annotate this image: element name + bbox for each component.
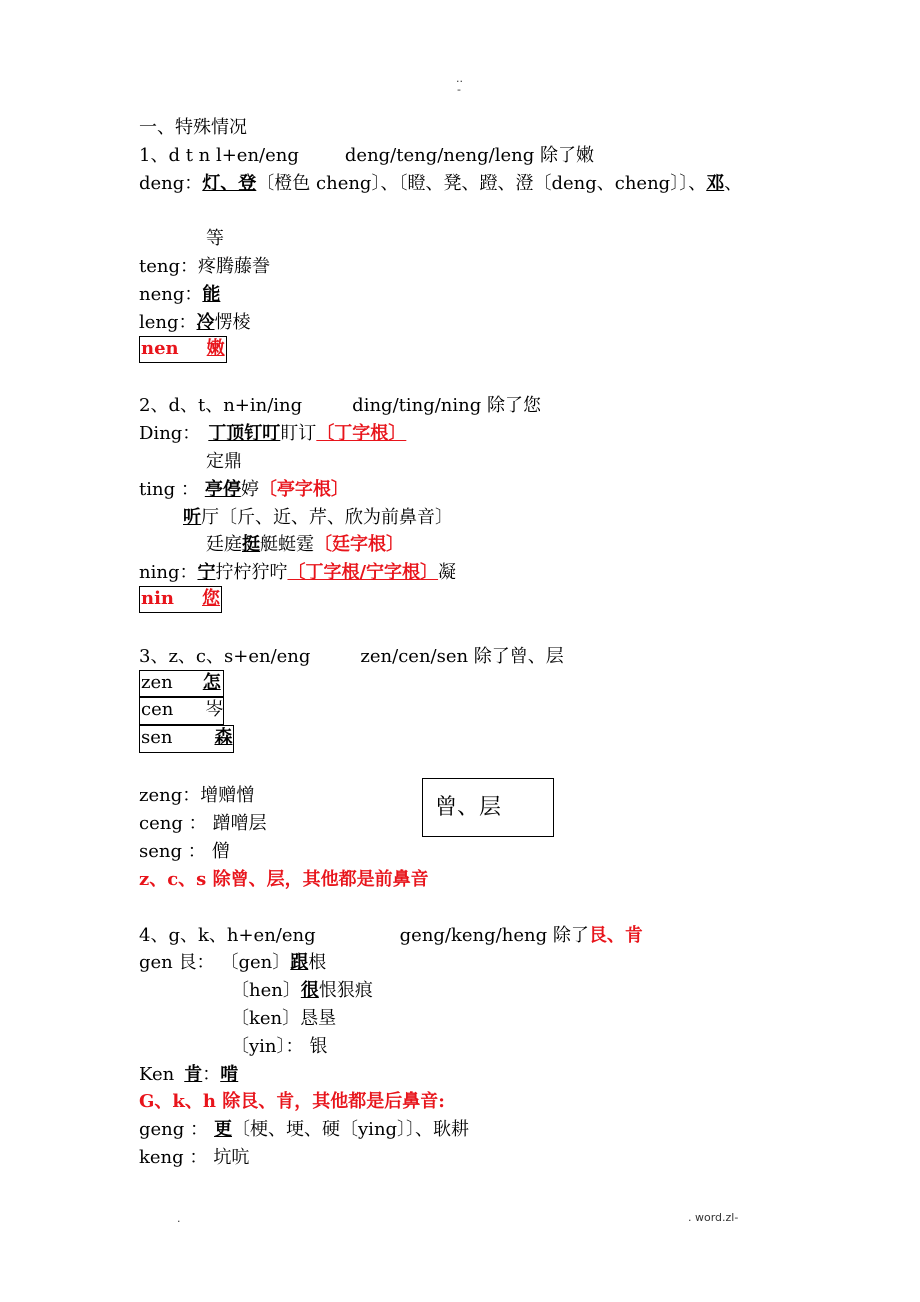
ding-continuation: 定鼎 — [206, 451, 242, 472]
yin-line — [231, 1036, 328, 1058]
zen-label: zen — [141, 672, 173, 693]
ken-colon: ： — [202, 1064, 221, 1085]
leng-line — [139, 312, 251, 334]
teng-line — [139, 256, 270, 278]
gen-key-char: 跟 — [290, 952, 309, 973]
deng-line — [139, 173, 742, 195]
hen-key-char: 很 — [300, 980, 319, 1001]
ting2-key-char: 听 — [183, 507, 201, 528]
ning-key-char: 宁 — [197, 562, 216, 583]
zeng-label: zeng： — [139, 785, 201, 806]
neng-label: neng： — [139, 284, 203, 305]
gen-label: gen 艮： — [139, 952, 215, 973]
ken-paren: 〔ken〕 — [231, 1008, 301, 1029]
teng-chars: 疼腾藤誊 — [198, 256, 271, 277]
rule-2-exception: ding/ting/ning 除了您 — [352, 395, 541, 416]
ceng-line — [139, 813, 267, 835]
ting-key-chars: 亭停 — [204, 479, 241, 500]
yin-rest: 银 — [309, 1036, 328, 1057]
rule-1-pattern: 1、d t n l+en/eng — [139, 145, 299, 166]
ken-line — [139, 1064, 238, 1086]
seng-label: seng ： — [139, 841, 206, 862]
gen-rest: 根 — [308, 952, 327, 973]
ding-rest: 盯订 — [280, 423, 317, 444]
rule-3-exception: zen/cen/sen 除了曾、层 — [360, 646, 564, 667]
geng-rest: 〔梗、埂、硬〔ying〕〕、耿耕 — [232, 1119, 470, 1140]
rule-4-exception: geng/keng/heng 除了 — [399, 925, 589, 946]
leng-key-char: 冷 — [196, 312, 215, 333]
nin-label: nin — [141, 588, 175, 609]
seng-line — [139, 841, 230, 863]
section-title: 一、特殊情况 — [139, 117, 247, 138]
header-dash: - — [457, 83, 461, 96]
rule-2-pattern: 2、d、t、n+in/ing — [139, 395, 303, 416]
rule-3-pattern: 3、z、c、s+en/eng — [139, 646, 311, 667]
ken-label: Ken — [139, 1064, 175, 1085]
ting-line-2 — [183, 507, 453, 529]
rule-4-pattern: 4、g、k、h+en/eng — [139, 925, 316, 946]
ting-rest: 婷 — [240, 479, 259, 500]
sen-box — [139, 725, 234, 753]
deng-key-chars: 灯、登 — [202, 173, 257, 194]
cen-char: 岑 — [205, 699, 224, 720]
neng-char: 能 — [202, 284, 221, 305]
zen-box — [139, 670, 224, 697]
ding-line — [139, 423, 406, 445]
ken-paren-line — [231, 1008, 336, 1030]
deng-label: deng： — [139, 173, 203, 194]
keng-chars: 坑吭 — [213, 1147, 250, 1168]
footer-right: . word.zl- — [688, 1211, 739, 1224]
zeng-chars: 增赠憎 — [200, 785, 255, 806]
rule-2 — [139, 395, 541, 417]
rule-4 — [139, 925, 643, 947]
deng-continuation: 等 — [206, 228, 224, 249]
teng-label: teng： — [139, 256, 199, 277]
exception-side-text: 曾、层 — [435, 795, 502, 820]
hen-paren: 〔hen〕 — [231, 980, 301, 1001]
cen-box — [139, 697, 224, 725]
deng-deng-char: 邓 — [706, 173, 725, 194]
nen-char: 嫩 — [206, 338, 225, 359]
yin-paren: 〔yin〕： — [231, 1036, 304, 1057]
rule-1-exception: deng/teng/neng/leng 除了嫩 — [344, 145, 594, 166]
seng-chars: 僧 — [211, 841, 230, 862]
ting-label: ting ： — [139, 479, 199, 500]
deng-rest: 〔橙色 cheng〕、〔瞪、凳、蹬、澄〔deng、cheng〕〕、 — [256, 173, 707, 194]
ken-key-char-2: 啃 — [220, 1064, 239, 1085]
ting3-root-note: 〔廷字根〕 — [314, 534, 404, 555]
leng-rest: 愣棱 — [214, 312, 251, 333]
geng-line — [139, 1119, 469, 1141]
ting2-rest: 厅〔斤、近、芹、欣为前鼻音〕 — [201, 507, 453, 528]
ting-line-3 — [206, 534, 404, 556]
ken-key-char: 肯 — [184, 1064, 203, 1085]
rule-1 — [139, 145, 594, 167]
gen-line — [139, 952, 326, 974]
rule-4-exception-chars: 艮、肯 — [588, 925, 643, 946]
ning-rest: 拧柠狞咛 — [215, 562, 288, 583]
zen-char: 怎 — [202, 672, 221, 693]
ning-end: 凝 — [438, 562, 457, 583]
ning-line — [139, 562, 456, 584]
ceng-label: ceng ： — [139, 813, 207, 834]
ceng-chars: 蹭噌层 — [212, 813, 267, 834]
gen-paren: 〔gen〕 — [220, 952, 291, 973]
keng-label: keng ： — [139, 1147, 208, 1168]
ting3-key-char: 挺 — [242, 534, 260, 555]
nen-box — [139, 336, 227, 363]
rule-3 — [139, 646, 564, 668]
ning-label: ning： — [139, 562, 198, 583]
ting-root-note: 〔亭字根〕 — [258, 479, 349, 500]
nin-char: 您 — [202, 588, 221, 609]
cen-label: cen — [141, 699, 174, 720]
header-dots: .. — [456, 72, 463, 85]
leng-label: leng： — [139, 312, 197, 333]
ding-root-note: 〔丁字根〕 — [316, 423, 407, 444]
ding-label: Ding： — [139, 423, 201, 444]
exception-side-box — [422, 778, 554, 837]
neng-line — [139, 284, 220, 306]
footer-left: . — [177, 1212, 181, 1225]
section-3-summary: z、c、s 除曾、层，其他都是前鼻音 — [139, 869, 429, 890]
deng-comma: 、 — [724, 173, 743, 194]
zeng-line — [139, 785, 254, 807]
sen-label: sen — [141, 727, 173, 748]
nin-box — [139, 586, 222, 613]
ding-key-chars: 丁顶钉叮 — [208, 423, 281, 444]
hen-line — [231, 980, 373, 1002]
ting-line — [139, 479, 349, 501]
keng-line — [139, 1147, 249, 1169]
ken-paren-rest: 恳垦 — [300, 1008, 337, 1029]
geng-label: geng ： — [139, 1119, 209, 1140]
ting3-a: 廷庭 — [206, 534, 242, 555]
hen-rest: 恨狠痕 — [318, 980, 373, 1001]
nen-label: nen — [141, 338, 179, 359]
geng-key-char: 更 — [214, 1119, 233, 1140]
ning-root-note: 〔丁字根/宁字根〕 — [287, 562, 439, 583]
ting3-c: 艇蜓霆 — [260, 534, 314, 555]
sen-char: 森 — [214, 727, 233, 748]
section-4-summary: G、k、h 除艮、肯，其他都是后鼻音: — [139, 1091, 445, 1112]
